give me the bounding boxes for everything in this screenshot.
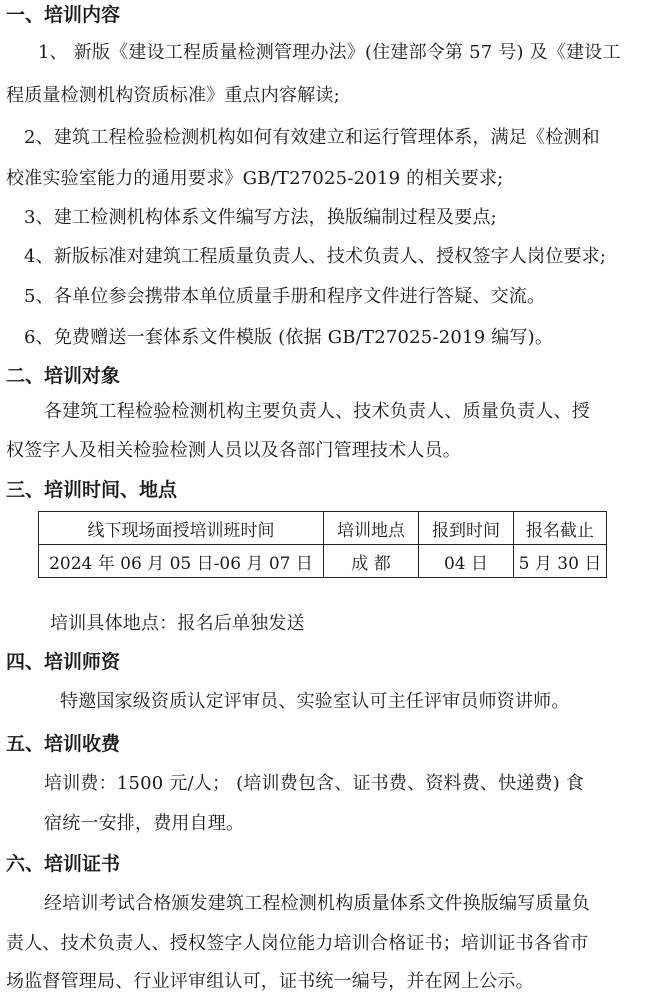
content-line-1b: 程质量检测机构资质标准》重点内容解读; — [6, 85, 340, 106]
schedule-table — [38, 511, 607, 578]
instructors-line: 特邀国家级资质认定评审员、实验室认可主任评审员师资讲师。 — [60, 691, 570, 712]
location-note: 培训具体地点：报名后单独发送 — [50, 613, 305, 634]
section-heading-fees: 五、培训收费 — [6, 733, 121, 755]
content-line-4: 4、新版标准对建筑工程质量负责人、技术负责人、授权签字人岗位要求; — [24, 246, 607, 267]
table-cell: 04 日 — [419, 545, 514, 578]
section-heading-instructors: 四、培训师资 — [6, 651, 121, 673]
table-cell: 5 月 30 日 — [514, 545, 607, 578]
table-header-cell: 报到时间 — [419, 512, 514, 545]
content-line-6: 6、免费赠送一套体系文件模版 (依据 GB/T27025-2019 编写)。 — [24, 327, 554, 348]
section-heading-certificate: 六、培训证书 — [6, 853, 121, 875]
content-line-5: 5、各单位参会携带本单位质量手册和程序文件进行答疑、交流。 — [24, 286, 546, 307]
table-header-cell: 培训地点 — [324, 512, 419, 545]
content-line-2a: 2、建筑工程检验检测机构如何有效建立和运行管理体系，满足《检测和 — [24, 127, 600, 148]
audience-line-1: 各建筑工程检验检测机构主要负责人、技术负责人、质量负责人、授 — [44, 401, 590, 422]
table-header-row — [39, 512, 607, 545]
section-heading-content: 一、培训内容 — [6, 4, 121, 26]
certificate-line-1: 经培训考试合格颁发建筑工程检测机构质量体系文件换版编写质量负 — [44, 893, 590, 914]
content-line-3: 3、建工检测机构体系文件编写方法，换版编制过程及要点; — [24, 207, 497, 228]
table-row — [39, 545, 607, 578]
content-line-1a: 1、 新版《建设工程质量检测管理办法》(住建部令第 57 号) 及《建设工 — [38, 42, 621, 63]
table-cell: 2024 年 06 月 05 日-06 月 07 日 — [39, 545, 324, 578]
section-heading-audience: 二、培训对象 — [6, 365, 121, 387]
fees-line-1: 培训费：1500 元/人； (培训费包含、证书费、资料费、快递费) 食 — [44, 773, 585, 794]
certificate-line-2: 责人、技术负责人、授权签字人岗位能力培训合格证书；培训证书各省市 — [6, 933, 589, 954]
certificate-line-3: 场监督管理局、行业评审组认可，证书统一编号，并在网上公示。 — [6, 971, 534, 992]
content-line-2b: 校准实验室能力的通用要求》GB/T27025-2019 的相关要求; — [6, 168, 504, 189]
fees-line-2: 宿统一安排，费用自理。 — [44, 813, 245, 834]
audience-line-2: 权签字人及相关检验检测人员以及各部门管理技术人员。 — [6, 440, 461, 461]
table-cell: 成 都 — [324, 545, 419, 578]
section-heading-time-place: 三、培训时间、地点 — [6, 479, 178, 501]
table-header-cell: 线下现场面授培训班时间 — [39, 512, 324, 545]
table-header-cell: 报名截止 — [514, 512, 607, 545]
